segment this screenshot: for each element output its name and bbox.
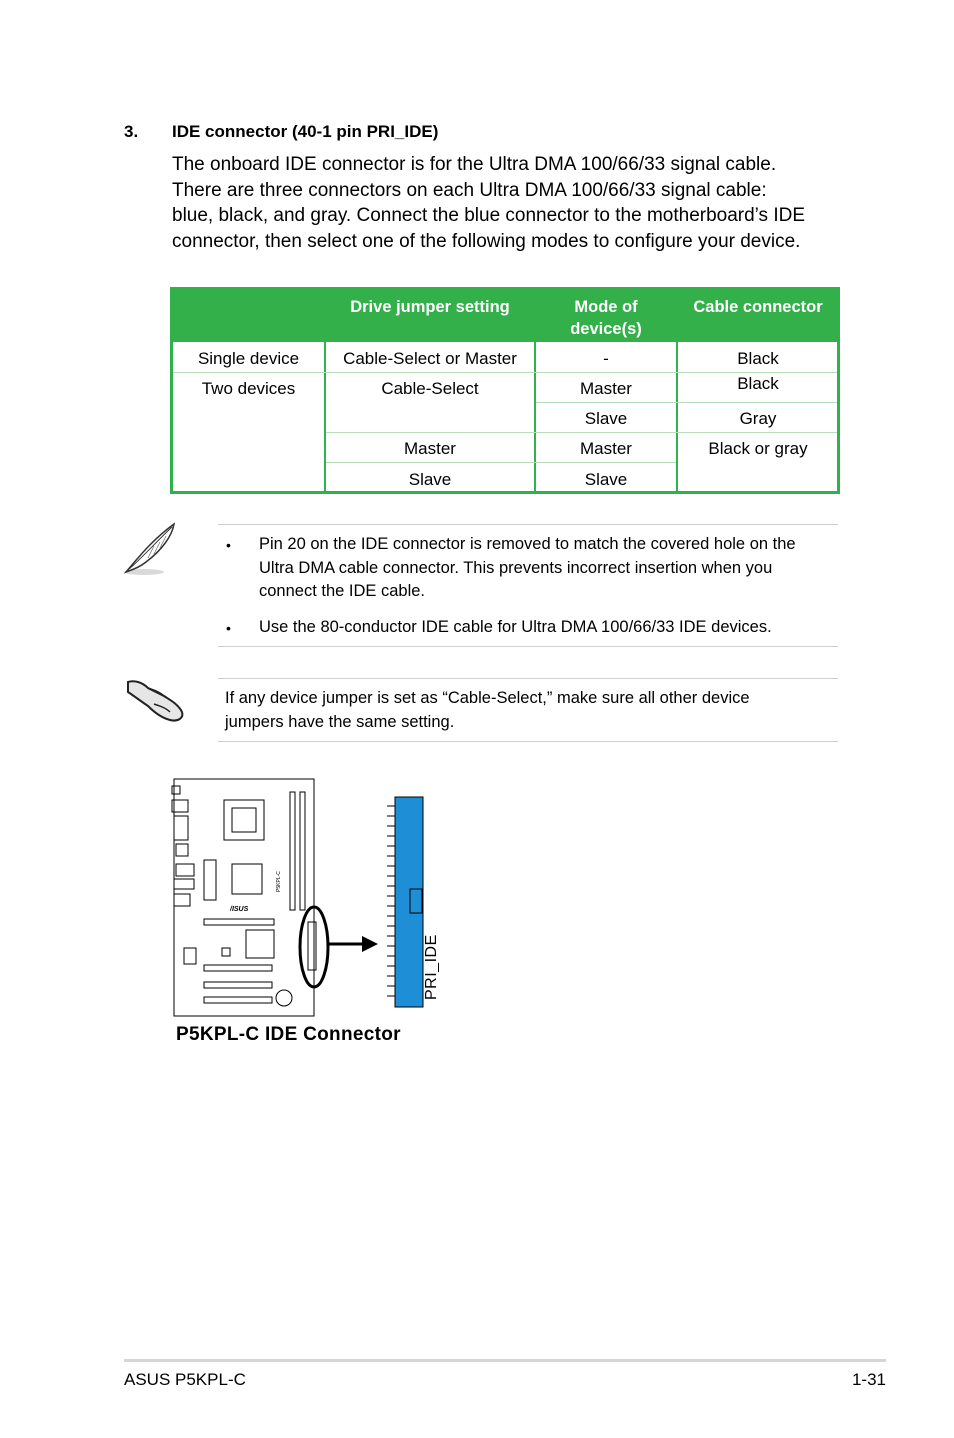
cell-connector: Black or gray [708,439,808,458]
cell-mode: Master [580,379,632,398]
footer-rule [124,1359,886,1362]
section-title: IDE connector (40-1 pin PRI_IDE) [172,122,439,141]
table-row-divider [173,372,837,373]
cell-mode: Slave [584,470,628,489]
header-mode-line: Mode of [574,298,638,316]
header-cable-connector: Cable connector [693,298,823,316]
cell-cable-select: Cable-Select [381,379,479,398]
note-bullet-1 [259,533,849,604]
caution-rule-top [218,678,838,679]
cell-single-device: Single device [197,349,300,368]
footer-product: ASUS P5KPL-C [124,1370,246,1389]
pen-icon [118,518,180,580]
header-drive-jumper: Drive jumper setting [350,298,510,316]
intro-line: There are three connectors on each Ultra DMA 100/66/33 signal cable: [172,179,767,201]
cell-jumper: Slave [408,470,452,489]
cell-connector: Gray [739,409,777,428]
caution-line: jumpers have the same setting. [225,712,455,731]
cell-single-connector: Black [737,349,779,368]
intro-line: connector, then select one of the following modes to configure your device. [172,230,801,252]
note-line: Ultra DMA cable connector. This prevents incorrect insertion when you [259,558,773,577]
section-number: 3. [124,122,139,141]
note-rule-top [218,524,838,525]
intro-line: blue, black, and gray. Connect the blue connector to the motherboard’s IDE [172,205,806,226]
table-row-divider [536,402,837,403]
hand-icon [124,674,186,724]
diagram-caption: P5KPL-C IDE Connector [176,1024,401,1045]
intro-paragraph [172,152,852,254]
bullet-dot: • [226,537,231,553]
bullet-dot: • [226,620,231,636]
intro-line: The onboard IDE connector is for the Ultra DMA 100/66/33 signal cable. [172,154,777,175]
caution-rule-bottom [218,741,838,742]
motherboard-diagram [166,772,466,1022]
caution-line: If any device jumper is set as “Cable-Select,” make sure all other device [225,689,750,707]
note-bullet-2: Use the 80-conductor IDE cable for Ultra DMA 100/66/33 IDE devices. [259,618,772,636]
table-row-divider [326,432,837,433]
table-row-divider [326,462,676,463]
footer-page-number: 1-31 [851,1370,886,1389]
cell-two-devices: Two devices [201,379,296,398]
note-line: Pin 20 on the IDE connector is removed to match the covered hole on the [259,535,796,553]
asus-logo: /ISUS [230,906,249,913]
cell-mode: Slave [584,409,628,428]
note-line: connect the IDE cable. [259,582,426,600]
note-rule-bottom [218,646,838,647]
cell-single-jumper: Cable-Select or Master [343,349,517,368]
header-mode-line: device(s) [570,320,642,338]
cell-single-mode: - [603,349,609,368]
cell-connector: Black [737,374,779,393]
board-model-label: P5KPL-C [276,871,282,892]
cell-mode: Master [580,439,632,458]
caution-text [225,687,825,734]
pri-ide-label: PRI_IDE [423,934,440,1000]
header-mode [536,296,676,340]
cell-jumper: Master [404,439,456,458]
